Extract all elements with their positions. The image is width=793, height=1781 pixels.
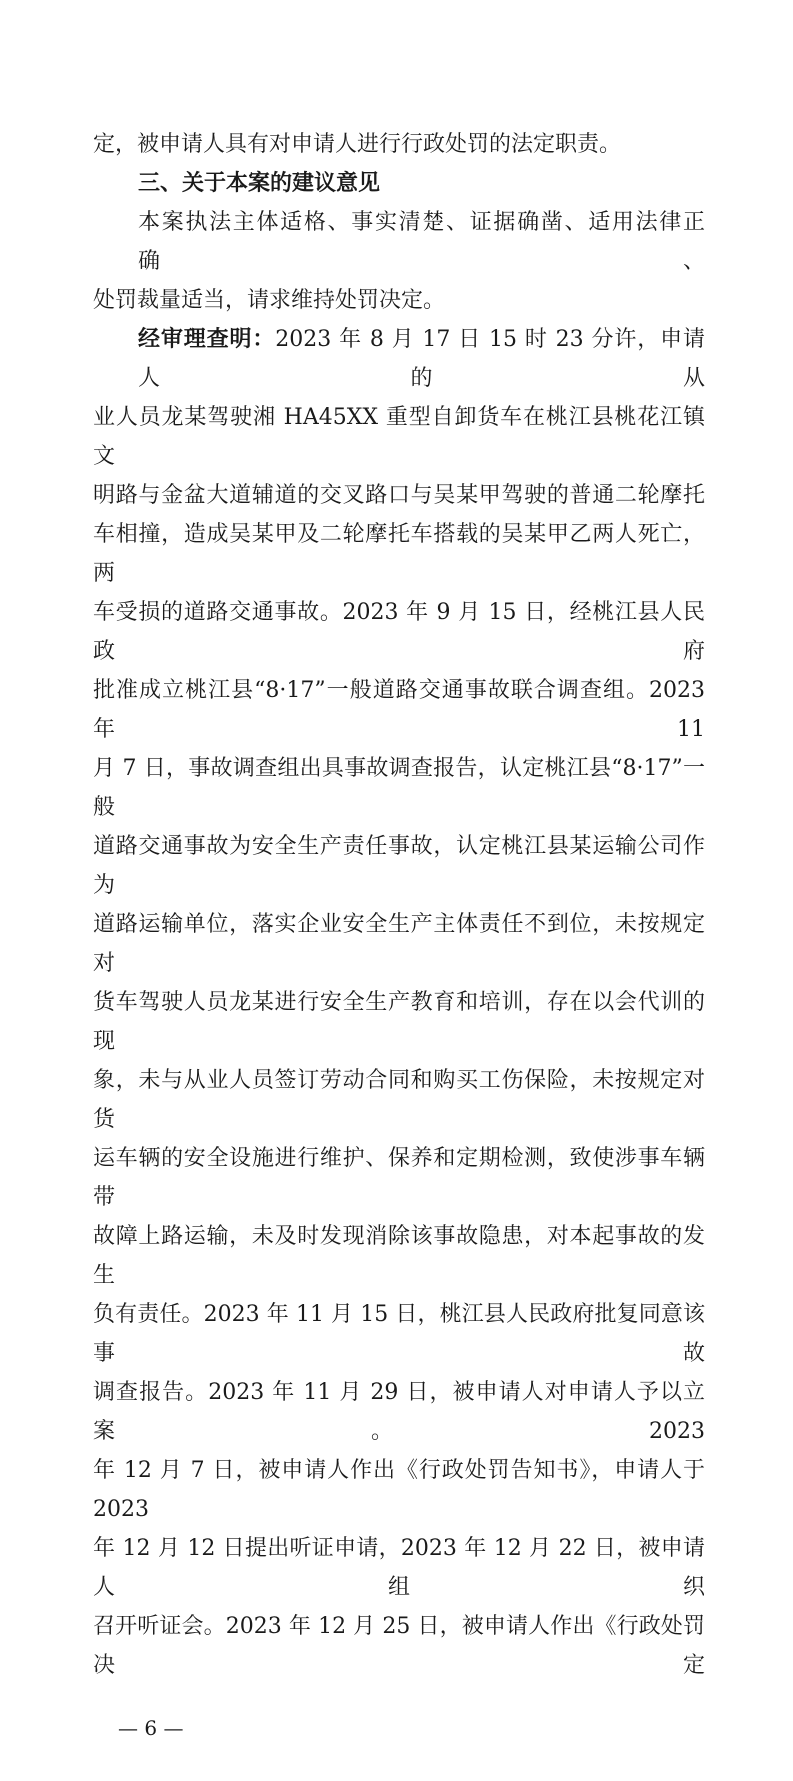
page-number: — 6 —	[118, 1716, 184, 1740]
body-line: 明路与金盆大道辅道的交叉路口与吴某甲驾驶的普通二轮摩托	[93, 483, 705, 508]
body-line: 故障上路运输，未及时发现消除该事故隐患，对本起事故的发生	[93, 1224, 705, 1288]
body-line: 月 7 日，事故调查组出具事故调查报告，认定桃江县“8·17”一般	[93, 756, 705, 820]
body-line: 象，未与从业人员签订劳动合同和购买工伤保险，未按规定对货	[93, 1068, 705, 1132]
lead-label: 经审理查明：	[138, 326, 276, 352]
body-line: 定，被申请人具有对申请人进行行政处罚的法定职责。	[93, 132, 622, 157]
body-line: 年 12 月 12 日提出听证申请，2023 年 12 月 22 日，被申请人组织	[93, 1536, 705, 1600]
body-text: 2023 年 8 月 17 日 15 时 23 分许，申请人的从	[138, 327, 705, 391]
body-line: 批准成立桃江县“8·17”一般道路交通事故联合调查组。2023 年 11	[93, 678, 705, 742]
body-line: 处罚裁量适当，请求维持处罚决定。	[93, 288, 446, 313]
document-body	[93, 0, 705, 1741]
body-line: 本案执法主体适格、事实清楚、证据确凿、适用法律正确、	[138, 210, 705, 274]
body-line: 召开听证会。2023 年 12 月 25 日，被申请人作出《行政处罚决定	[93, 1614, 705, 1678]
section-heading: 三、关于本案的建议意见	[138, 170, 381, 196]
body-line: 道路运输单位，落实企业安全生产主体责任不到位，未按规定对	[93, 912, 705, 976]
body-line: 车受损的道路交通事故。2023 年 9 月 15 日，经桃江县人民政府	[93, 600, 705, 664]
body-line: 运车辆的安全设施进行维护、保养和定期检测，致使涉事车辆带	[93, 1146, 705, 1210]
body-line: 货车驾驶人员龙某进行安全生产教育和培训，存在以会代训的现	[93, 990, 705, 1054]
body-line: 年 12 月 7 日，被申请人作出《行政处罚告知书》，申请人于 2023	[93, 1458, 705, 1522]
body-line: 车相撞，造成吴某甲及二轮摩托车搭载的吴某甲乙两人死亡，两	[93, 522, 705, 586]
body-line: 业人员龙某驾驶湘 HA45XX 重型自卸货车在桃江县桃花江镇文	[93, 405, 705, 469]
body-line	[93, 320, 705, 398]
body-line: 负有责任。2023 年 11 月 15 日，桃江县人民政府批复同意该事故	[93, 1302, 705, 1366]
body-line: 道路交通事故为安全生产责任事故，认定桃江县某运输公司作为	[93, 834, 705, 898]
body-line: 调查报告。2023 年 11 月 29 日，被申请人对申请人予以立案。2023	[93, 1380, 705, 1444]
